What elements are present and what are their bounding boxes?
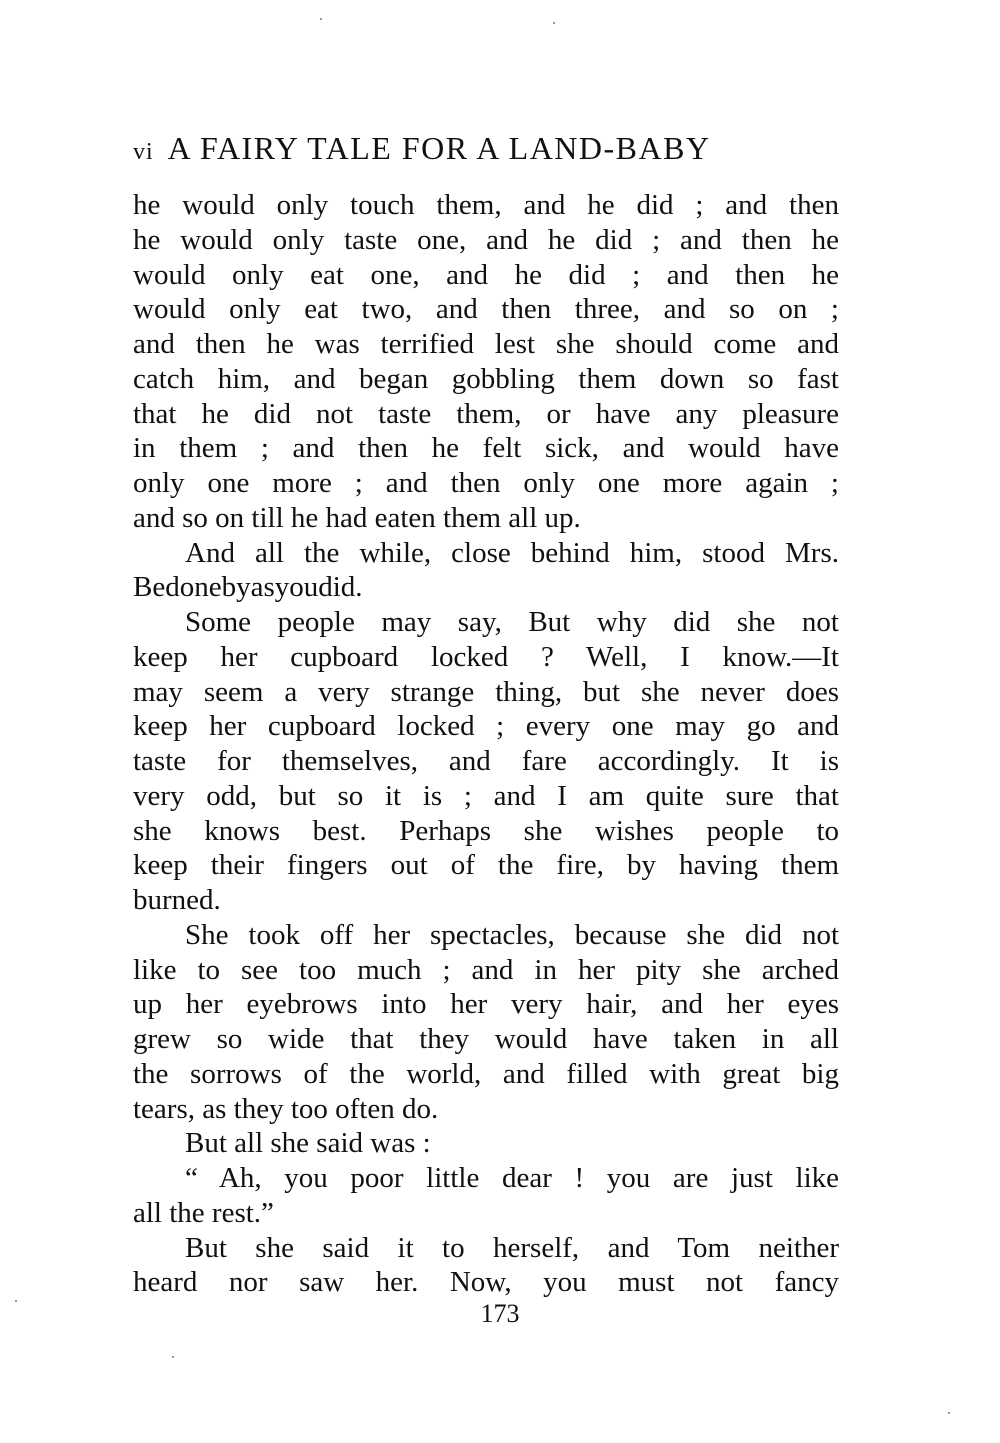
text-line: he would only touch them, and he did ; and then (133, 189, 839, 221)
text-line: keep her cupboard locked ; every one may go and (133, 710, 839, 743)
text-line: Bedonebyasyoudid. (133, 571, 363, 604)
header-title: A FAIRY TALE FOR A LAND-BABY (167, 130, 711, 166)
text-line: and then he was terrified lest she should come and (133, 328, 839, 360)
page-number: 173 (480, 1299, 520, 1328)
text-line: would only eat two, and then three, and so on ; (133, 293, 839, 326)
text-line: very odd, but so it is ; and I am quite sure that (133, 779, 839, 812)
text-line: in them ; and then he felt sick, and would have (133, 432, 839, 465)
text-line: She took off her spectacles, because she did not (185, 918, 839, 951)
text-line: keep their fingers out of the fire, by having them (133, 849, 839, 882)
text-line: “ Ah, you poor little dear ! you are just like (185, 1162, 839, 1194)
text-line: burned. (133, 884, 221, 916)
text-line: up her eyebrows into her very hair, and her eyes (133, 988, 839, 1021)
text-line: that he did not taste them, or have any pleasure (133, 397, 839, 430)
text-line: But all she said was : (185, 1127, 431, 1160)
text-line: would only eat one, and he did ; and then he (133, 258, 839, 291)
text-line: may seem a very strange thing, but she never does (133, 675, 839, 708)
text-line: and so on till he had eaten them all up. (133, 501, 581, 534)
text-line: catch him, and began gobbling them down so fast (133, 362, 839, 395)
text-line: like to see too much ; and in her pity she arched (133, 953, 839, 986)
text-line: But she said it to herself, and Tom neither (185, 1231, 839, 1264)
text-line: all the rest.” (133, 1196, 274, 1229)
print-speck (172, 1356, 174, 1358)
header-page-roman: vi (133, 139, 154, 165)
text-line: taste for themselves, and fare accordingly. It is (133, 745, 839, 777)
print-speck (15, 1300, 17, 1302)
text-line: Some people may say, But why did she not (185, 606, 839, 638)
text-line: the sorrows of the world, and filled with great big (133, 1057, 839, 1090)
text-line: tears, as they too often do. (133, 1092, 439, 1125)
print-speck (553, 22, 555, 24)
print-speck (320, 18, 322, 20)
text-line: he would only taste one, and he did ; and then he (133, 223, 839, 256)
text-line: she knows best. Perhaps she wishes people to (133, 814, 839, 847)
text-line: only one more ; and then only one more again ; (133, 467, 839, 499)
text-line: grew so wide that they would have taken in all (133, 1023, 839, 1055)
text-line: And all the while, close behind him, stood Mrs. (185, 536, 839, 569)
running-head (133, 128, 839, 168)
print-speck (948, 1412, 950, 1414)
body-text (133, 188, 839, 1300)
text-line: heard nor saw her. Now, you must not fancy (133, 1266, 839, 1299)
text-line: keep her cupboard locked ? Well, I know.—It (133, 640, 839, 673)
